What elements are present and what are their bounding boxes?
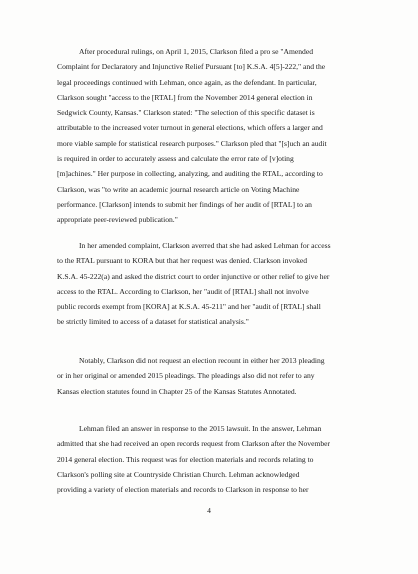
text-line: more viable sample for statistical research purposes." Clarkson pled that "[s]uch an audit	[57, 138, 327, 148]
text-line: access to the RTAL. According to Clarkson, her "audit of [RTAL] shall not involve	[57, 286, 309, 296]
text-line: K.S.A. 45-222(a) and asked the district court to order injunctive or other relief to give her	[57, 271, 330, 281]
text-line: Clarkson, was "to write an academic journal research article on Voting Machine	[57, 184, 300, 194]
text-line: appropriate peer-reviewed publication."	[57, 215, 178, 225]
text-line: public records exempt from [KORA] at K.S.A. 45-211" and her "audit of [RTAL] shall	[57, 302, 321, 312]
text-line: Kansas election statutes found in Chapter 25 of the Kansas Statutes Annotated.	[57, 386, 297, 396]
text-line: Complaint for Declaratory and Injunctive Relief Pursuant [to] K.S.A. 4[5]-222," and the	[57, 62, 326, 72]
paragraph-procedural-rulings	[57, 44, 377, 228]
text-line: In her amended complaint, Clarkson averred that she had asked Lehman for access	[79, 241, 331, 250]
paragraph-amended-complaint	[57, 238, 377, 330]
text-line: is required in order to accurately assess and calculate the error rate of [v]oting	[57, 154, 294, 164]
paragraph-lehman-answer	[57, 421, 377, 497]
text-line: to the RTAL pursuant to KORA but that her request was denied. Clarkson invoked	[57, 256, 308, 266]
page-number: 4	[207, 506, 211, 515]
text-line: providing a variety of election materials and records to Clarkson in response to her	[57, 485, 309, 495]
text-line: [m]achines." Her purpose in collecting, analyzing, and auditing the RTAL, according to	[57, 169, 323, 179]
text-line: performance. [Clarkson] intends to submit her findings of her audit of [RTAL] to an	[57, 199, 312, 209]
text-line: Sedgwick County, Kansas." Clarkson stated: "The selection of this specific dataset is	[57, 108, 315, 118]
text-line: Notably, Clarkson did not request an election recount in either her 2013 pleading	[79, 356, 325, 365]
text-line: be strictly limited to access of a dataset for statistical analysis."	[57, 317, 249, 327]
text-line: attributable to the increased voter turnout in general elections, which offers a larger and	[57, 123, 323, 133]
text-line: Lehman filed an answer in response to the 2015 lawsuit. In the answer, Lehman	[79, 424, 322, 433]
text-line: legal proceedings continued with Lehman, once again, as the defendant. In particular,	[57, 77, 317, 87]
text-line: 2014 general election. This request was for election materials and records relating to	[57, 454, 314, 464]
paragraph-no-recount	[57, 353, 377, 399]
text-line: After procedural rulings, on April 1, 2015, Clarkson filed a pro se "Amended	[79, 47, 314, 56]
text-line: admitted that she had received an open records request from Clarkson after the November	[57, 439, 331, 449]
text-line: Clarkson's polling site at Countryside Christian Church. Lehman acknowledged	[57, 469, 300, 479]
text-line: or in her original or amended 2015 pleadings. The pleadings also did not refer to any	[57, 371, 315, 381]
text-line: Clarkson sought "access to the [RTAL] from the November 2014 general election in	[57, 92, 313, 102]
